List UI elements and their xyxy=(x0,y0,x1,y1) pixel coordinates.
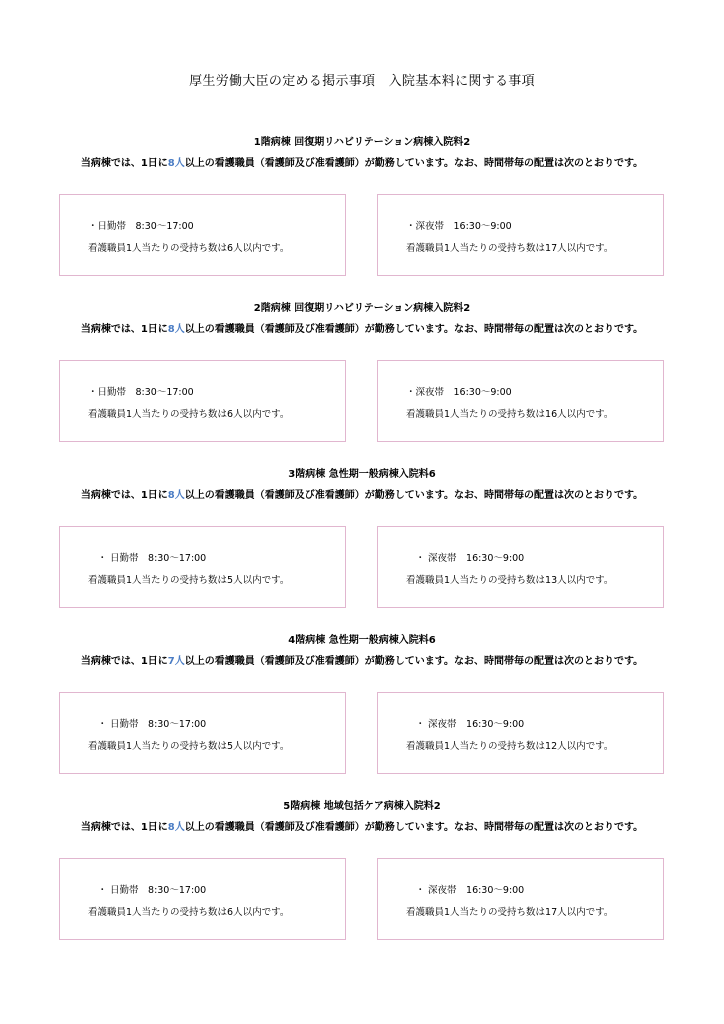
ward-section-3f xyxy=(0,468,724,628)
night-shift-ratio: 看護職員1人当たりの受持ち数は17人以内です。 xyxy=(406,907,614,918)
staff-count: 8人 xyxy=(167,822,185,833)
intro-text-before: 当病棟では、1日に xyxy=(80,822,168,833)
night-shift-hours: ・深夜帯 16:30～9:00 xyxy=(406,221,512,232)
day-shift-hours: ・ 日勤帯 8:30～17:00 xyxy=(88,885,207,896)
night-shift-ratio: 看護職員1人当たりの受持ち数は17人以内です。 xyxy=(406,243,614,254)
intro-text-before: 当病棟では、1日に xyxy=(80,656,168,667)
ward-heading: 5階病棟 地域包括ケア病棟入院料2 xyxy=(283,801,441,812)
staff-count: 7人 xyxy=(167,656,185,667)
day-shift-ratio: 看護職員1人当たりの受持ち数は5人以内です。 xyxy=(88,575,290,586)
ward-heading: 2階病棟 回復期リハビリテーション病棟入院料2 xyxy=(253,303,471,314)
night-shift-box xyxy=(377,692,664,774)
night-shift-box xyxy=(377,526,664,608)
page-title: 厚生労働大臣の定める掲示事項 入院基本料に関する事項 xyxy=(189,74,535,89)
staff-count: 8人 xyxy=(167,490,185,501)
intro-text-before: 当病棟では、1日に xyxy=(80,158,168,169)
intro-text-after: 以上の看護職員（看護師及び准看護師）が勤務しています。なお、時間帯毎の配置は次のとおりです。 xyxy=(184,158,644,169)
ward-section-2f xyxy=(0,302,724,462)
intro-text-after: 以上の看護職員（看護師及び准看護師）が勤務しています。なお、時間帯毎の配置は次のとおりです。 xyxy=(184,324,644,335)
night-shift-ratio: 看護職員1人当たりの受持ち数は12人以内です。 xyxy=(406,741,614,752)
ward-staffing-statement xyxy=(0,821,724,835)
day-shift-box xyxy=(59,858,346,940)
day-shift-box xyxy=(59,526,346,608)
ward-heading: 1階病棟 回復期リハビリテーション病棟入院料2 xyxy=(253,137,471,148)
day-shift-hours: ・日勤帯 8:30～17:00 xyxy=(88,221,194,232)
ward-staffing-statement xyxy=(0,489,724,503)
day-shift-ratio: 看護職員1人当たりの受持ち数は6人以内です。 xyxy=(88,409,290,420)
day-shift-ratio: 看護職員1人当たりの受持ち数は6人以内です。 xyxy=(88,907,290,918)
day-shift-hours: ・ 日勤帯 8:30～17:00 xyxy=(88,553,207,564)
ward-heading: 3階病棟 急性期一般病棟入院料6 xyxy=(288,469,436,480)
night-shift-hours: ・ 深夜帯 16:30～9:00 xyxy=(406,885,525,896)
day-shift-ratio: 看護職員1人当たりの受持ち数は5人以内です。 xyxy=(88,741,290,752)
intro-text-after: 以上の看護職員（看護師及び准看護師）が勤務しています。なお、時間帯毎の配置は次のとおりです。 xyxy=(184,490,644,501)
day-shift-ratio: 看護職員1人当たりの受持ち数は6人以内です。 xyxy=(88,243,290,254)
intro-text-after: 以上の看護職員（看護師及び准看護師）が勤務しています。なお、時間帯毎の配置は次のとおりです。 xyxy=(184,822,644,833)
night-shift-ratio: 看護職員1人当たりの受持ち数は13人以内です。 xyxy=(406,575,614,586)
night-shift-box xyxy=(377,360,664,442)
ward-staffing-statement xyxy=(0,157,724,171)
intro-text-before: 当病棟では、1日に xyxy=(80,490,168,501)
day-shift-box xyxy=(59,360,346,442)
night-shift-box xyxy=(377,194,664,276)
intro-text-after: 以上の看護職員（看護師及び准看護師）が勤務しています。なお、時間帯毎の配置は次のとおりです。 xyxy=(184,656,644,667)
staff-count: 8人 xyxy=(167,324,185,335)
ward-staffing-statement xyxy=(0,323,724,337)
staff-count: 8人 xyxy=(167,158,185,169)
ward-section-1f xyxy=(0,136,724,296)
intro-text-before: 当病棟では、1日に xyxy=(80,324,168,335)
night-shift-hours: ・ 深夜帯 16:30～9:00 xyxy=(406,553,525,564)
night-shift-box xyxy=(377,858,664,940)
ward-heading: 4階病棟 急性期一般病棟入院料6 xyxy=(288,635,436,646)
ward-staffing-statement xyxy=(0,655,724,669)
night-shift-hours: ・深夜帯 16:30～9:00 xyxy=(406,387,512,398)
day-shift-hours: ・日勤帯 8:30～17:00 xyxy=(88,387,194,398)
day-shift-box xyxy=(59,692,346,774)
day-shift-box xyxy=(59,194,346,276)
night-shift-hours: ・ 深夜帯 16:30～9:00 xyxy=(406,719,525,730)
night-shift-ratio: 看護職員1人当たりの受持ち数は16人以内です。 xyxy=(406,409,614,420)
day-shift-hours: ・ 日勤帯 8:30～17:00 xyxy=(88,719,207,730)
ward-section-5f xyxy=(0,800,724,960)
ward-section-4f xyxy=(0,634,724,794)
